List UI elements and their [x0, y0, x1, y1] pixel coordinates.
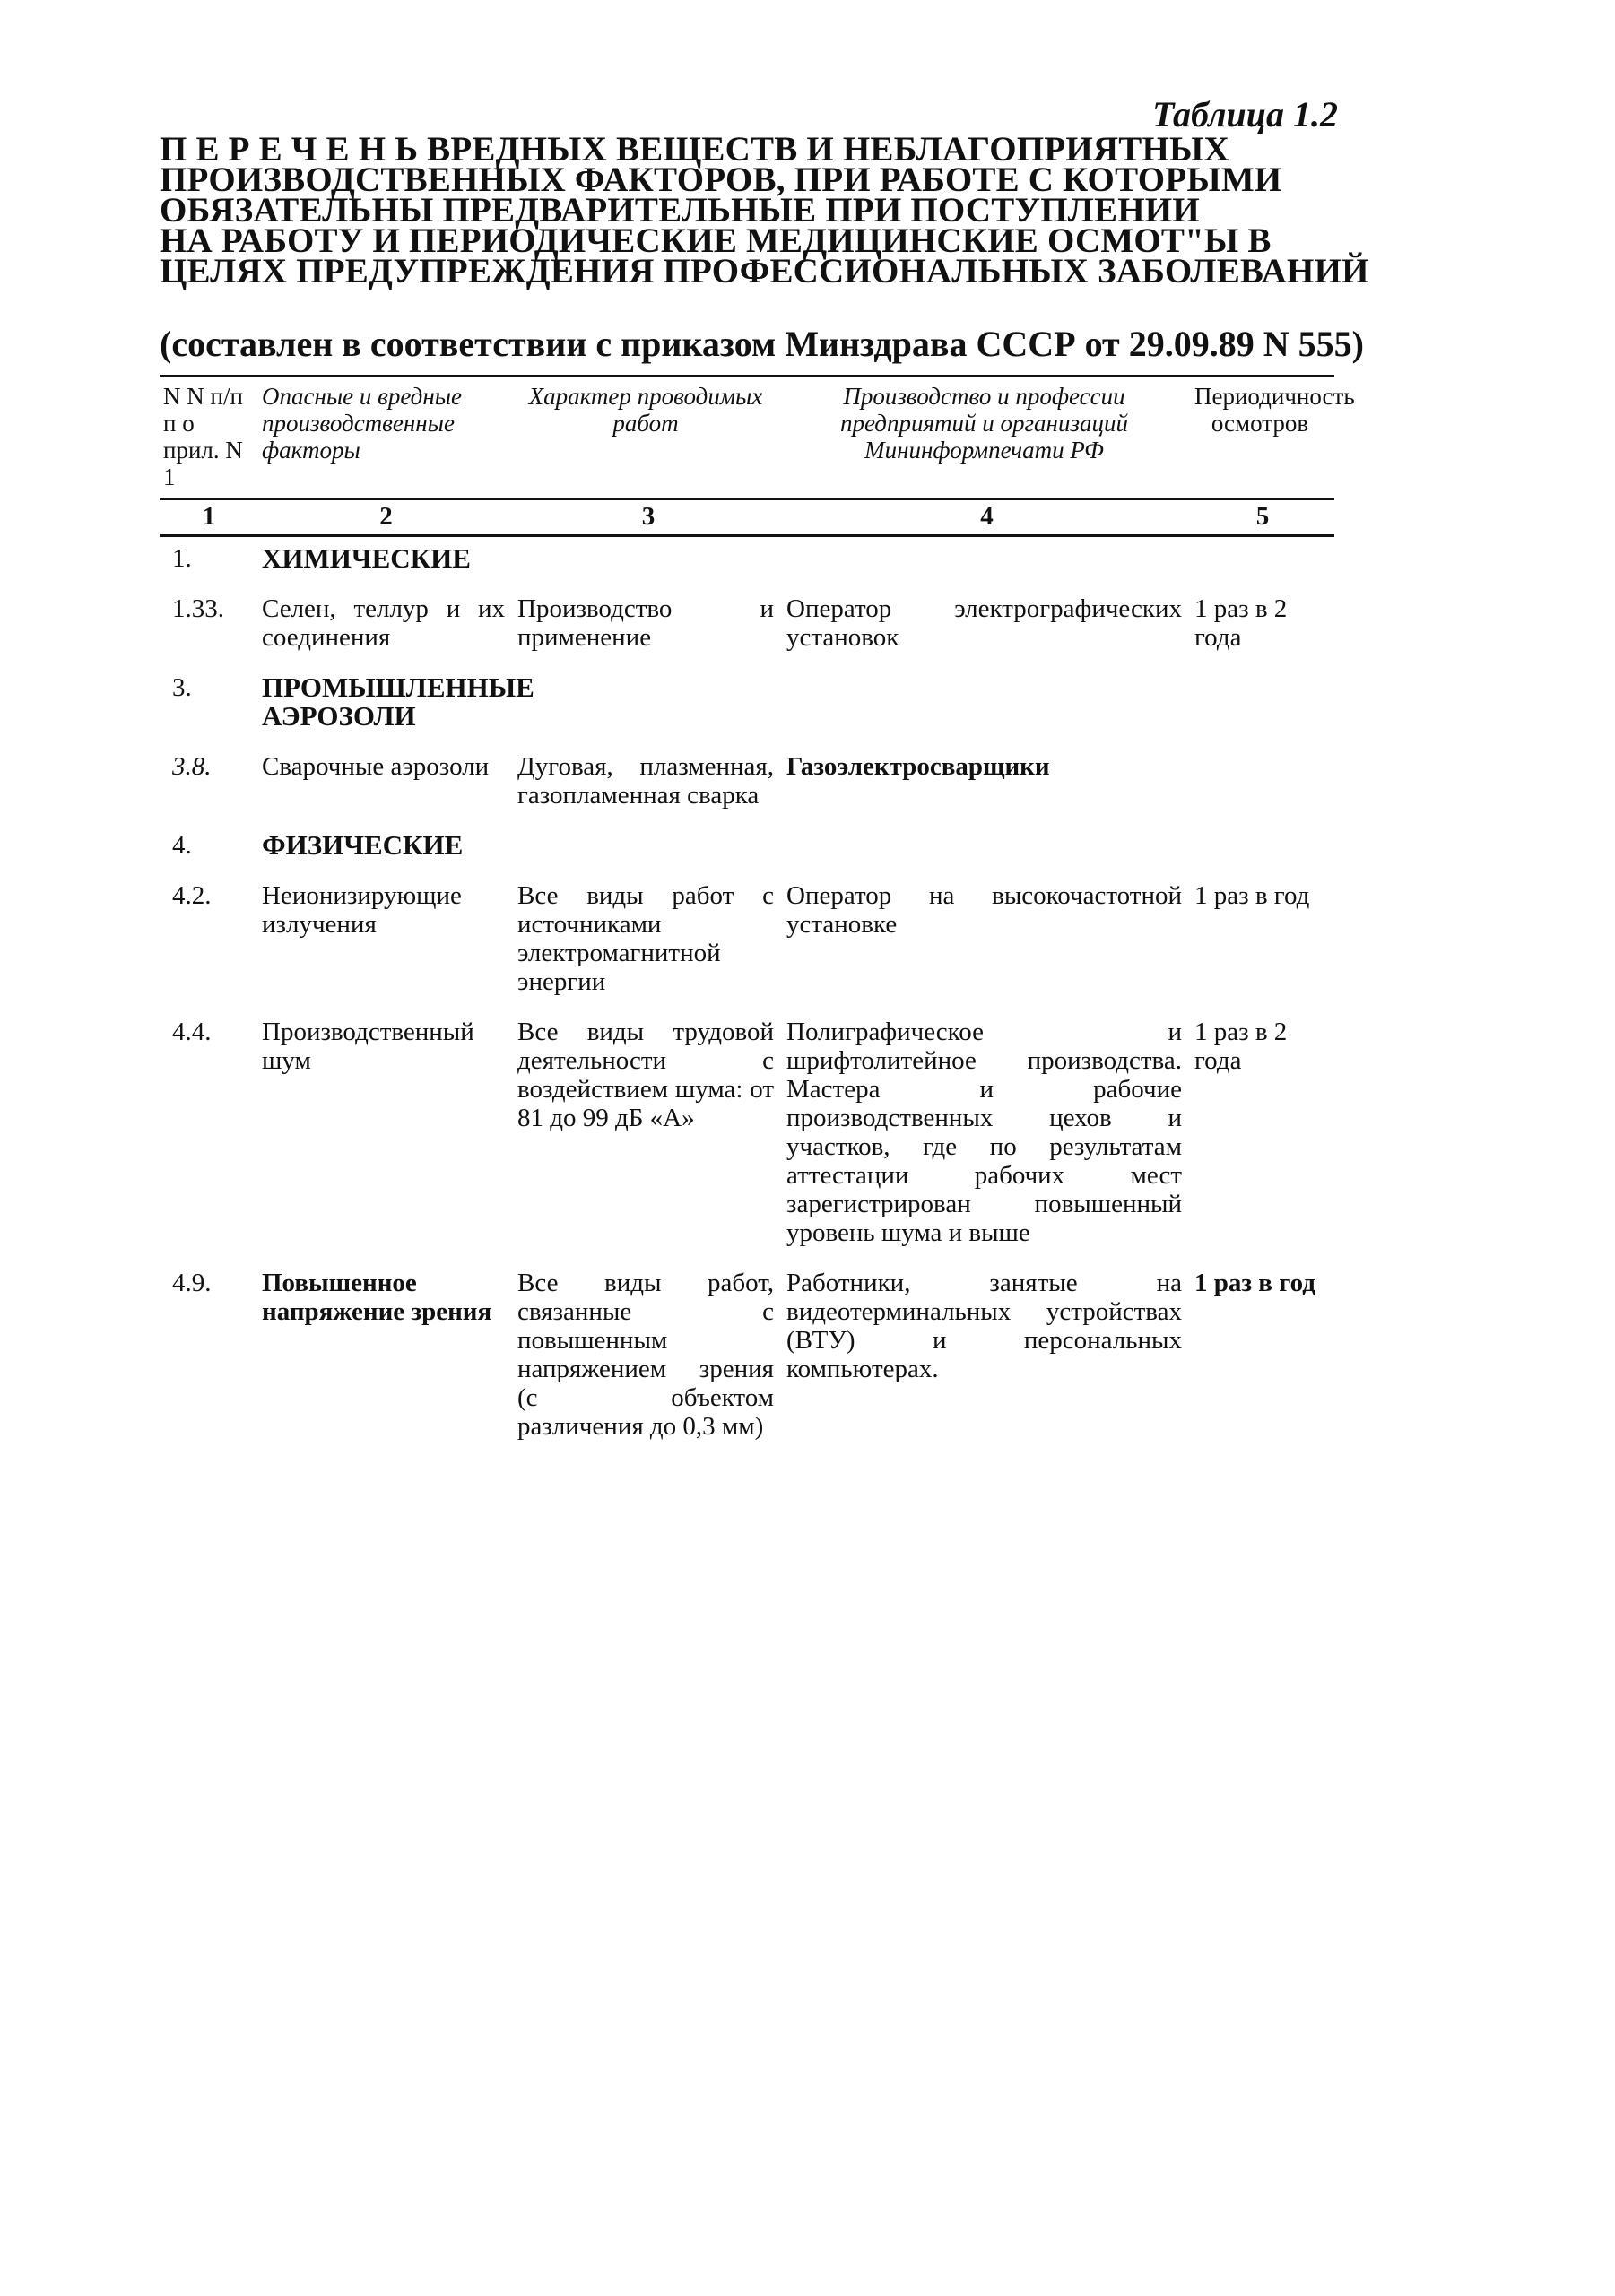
- title-line: П Е Р Е Ч Е Н Ь ВРЕДНЫХ ВЕЩЕСТВ И НЕБЛАГОПРИЯТНЫХ: [160, 130, 1229, 169]
- row-factor: Сварочные аэрозоли: [262, 752, 490, 781]
- section-number: 1.: [172, 544, 192, 573]
- column-number: 3: [514, 499, 783, 536]
- row-work: Все виды работ с источниками электромагнитной энергии: [517, 881, 774, 996]
- row-profession: Оператор на высокочастотной установке: [786, 881, 1182, 939]
- column-number: 1: [160, 499, 258, 536]
- document-title: [160, 130, 1369, 290]
- row-work: Все виды работ, связанные с повышенным напряжением зрения (с объектом различения до 0,3 мм): [517, 1269, 774, 1441]
- row-profession: Газоэлектросварщики: [786, 752, 1050, 781]
- row-number: 4.4.: [172, 1018, 212, 1046]
- table-row: [160, 745, 1334, 824]
- row-number: 4.2.: [172, 881, 212, 910]
- header-work: Характер проводимых работ: [514, 377, 783, 499]
- row-work: Дуговая, плазменная, газопламенная сварка: [517, 752, 774, 810]
- section-title: ПРОМЫШЛЕННЫЕ АЭРОЗОЛИ: [262, 671, 534, 732]
- row-profession: Полиграфическое и шрифтолитейное производства. Мастера и рабочие производственных цехов и участков, где по результатам аттестации рабочих мест зарегистрирован повышенный уровень шума и выше: [786, 1018, 1182, 1247]
- section-title: ХИМИЧЕСКИЕ: [262, 542, 471, 574]
- row-period: 1 раз в год: [1194, 1269, 1315, 1297]
- header-periodicity: Периодичность осмотров: [1191, 377, 1334, 499]
- row-factor: Неионизирующие излучения: [262, 881, 462, 939]
- document-subtitle: (составлен в соответствии с приказом Минздрава СССР от 29.09.89 N 555): [160, 324, 1364, 364]
- table-row: [160, 874, 1334, 1010]
- column-number: 4: [783, 499, 1191, 536]
- column-number: 2: [258, 499, 514, 536]
- section-row: [160, 824, 1334, 874]
- row-work: Производство и применение: [517, 594, 774, 652]
- table-row: [160, 587, 1334, 666]
- header-number: N N п/п п о прил. N 1: [160, 377, 258, 499]
- section-number: 3.: [172, 673, 192, 702]
- row-factor: Повышенное напряжение зрения: [262, 1269, 492, 1326]
- row-period: 1 раз в год: [1194, 881, 1310, 910]
- title-line: ОБЯЗАТЕЛЬНЫ ПРЕДВАРИТЕЛЬНЫЕ ПРИ ПОСТУПЛЕНИИ: [160, 191, 1200, 230]
- title-line: НА РАБОТУ И ПЕРИОДИЧЕСКИЕ МЕДИЦИНСКИЕ ОСМОТ"Ы В: [160, 221, 1272, 260]
- title-line: ПРОИЗВОДСТВЕННЫХ ФАКТОРОВ, ПРИ РАБОТЕ С КОТОРЫМИ: [160, 160, 1282, 199]
- column-numbers-row: [160, 499, 1334, 536]
- row-factor: Селен, теллур и их соединения: [262, 594, 505, 652]
- row-number: 3.8.: [172, 752, 212, 781]
- table-header-row: [160, 377, 1334, 499]
- section-number: 4.: [172, 831, 192, 860]
- section-row: [160, 666, 1334, 745]
- title-line: ЦЕЛЯХ ПРЕДУПРЕЖДЕНИЯ ПРОФЕССИОНАЛЬНЫХ ЗАБОЛЕВАНИЙ: [160, 252, 1369, 290]
- row-factor: Производственный шум: [262, 1018, 474, 1075]
- row-period: 1 раз в 2 года: [1194, 1018, 1288, 1075]
- table-caption: Таблица 1.2: [1152, 94, 1338, 134]
- column-number: 5: [1191, 499, 1334, 536]
- row-period: [1191, 745, 1334, 824]
- row-profession: Работники, занятые на видеотерминальных устройствах (ВТУ) и персональных компьютерах.: [786, 1269, 1182, 1383]
- hazards-table: [160, 375, 1355, 1455]
- table-row: [160, 1010, 1334, 1261]
- row-work: Все виды трудовой деятельности с воздействием шума: от 81 до 99 дБ «А»: [517, 1018, 774, 1132]
- row-number: 1.33.: [172, 594, 224, 623]
- empty-cell: [514, 666, 1334, 745]
- header-professions: Производство и профессии предприятий и организаций Мининформпечати РФ: [783, 377, 1191, 499]
- table-row: [160, 1261, 1334, 1455]
- section-title: ФИЗИЧЕСКИЕ: [262, 829, 464, 861]
- row-profession: Оператор электрографических установок: [786, 594, 1182, 652]
- row-period: 1 раз в 2 года: [1194, 594, 1288, 652]
- header-factors: Опасные и вредные производственные факторы: [258, 377, 514, 499]
- row-number: 4.9.: [172, 1269, 212, 1297]
- section-row: [160, 536, 1334, 588]
